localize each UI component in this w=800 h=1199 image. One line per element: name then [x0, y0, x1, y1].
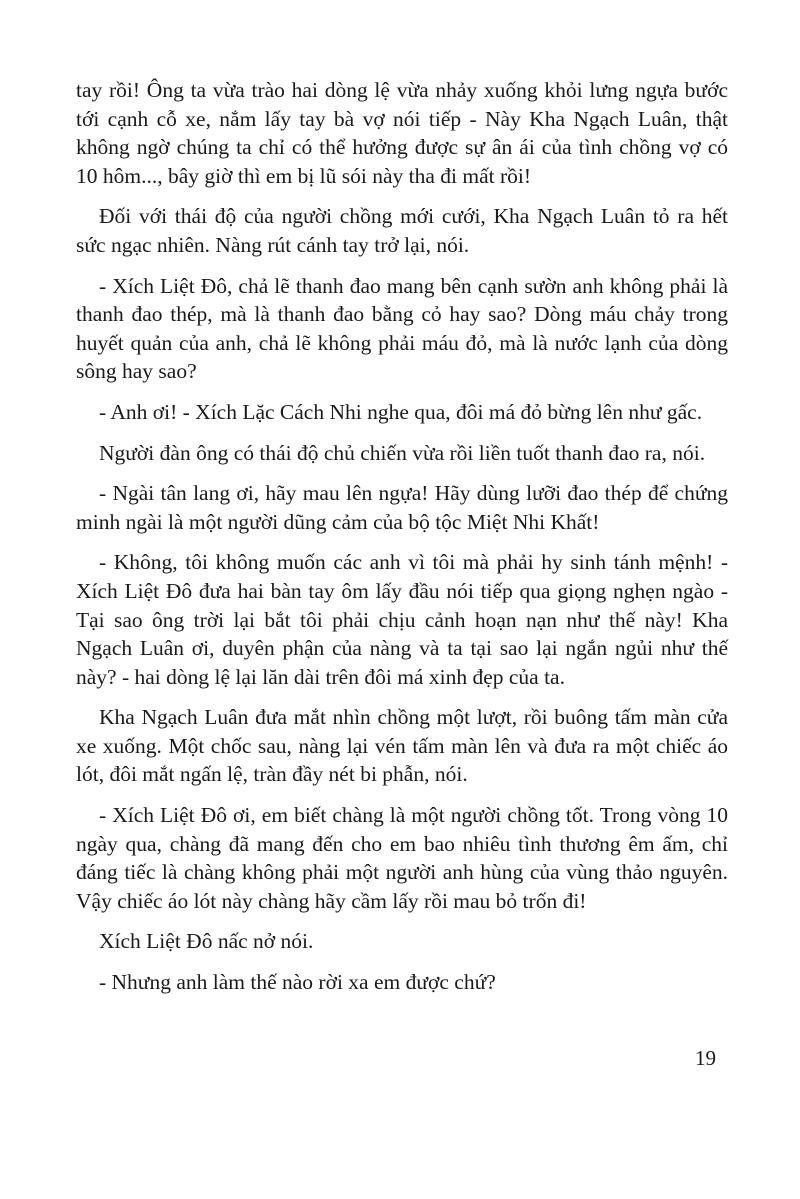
- paragraph-7: - Không, tôi không muốn các anh vì tôi mà phải hy sinh tánh mệnh! - Xích Liệt Đô đưa hai bàn tay ôm lấy đầu nói tiếp qua giọng nghẹn ngào - Tại sao ông trời lại bắt tôi phải chịu cảnh hoạn nạn như thế này! Kha Ngạch Luân ơi, duyên phận của nàng và ta tại sao lại ngắn ngủi như thế này? - hai dòng lệ lại lăn dài trên đôi má xinh đẹp của ta.: [76, 550, 728, 689]
- paragraph-4: - Anh ơi! - Xích Lặc Cách Nhi nghe qua, đôi má đỏ bừng lên như gấc.: [99, 399, 703, 424]
- paragraph-11: - Nhưng anh làm thế nào rời xa em được chứ?: [99, 970, 496, 995]
- paragraph-2: Đối với thái độ của người chồng mới cưới, Kha Ngạch Luân tỏ ra hết sức ngạc nhiên. Nàng rút cánh tay trở lại, nói.: [76, 204, 728, 257]
- paragraph-10: Xích Liệt Đô nấc nở nói.: [99, 929, 314, 954]
- page-number: 19: [695, 1046, 716, 1070]
- paragraph-8: Kha Ngạch Luân đưa mắt nhìn chồng một lượt, rồi buông tấm màn cửa xe xuống. Một chốc sau, nàng lại vén tấm màn lên và đưa ra một chiếc áo lót, đôi mắt ngấn lệ, tràn đầy nét bi phẫn, nói.: [76, 705, 728, 787]
- paragraph-1: tay rồi! Ông ta vừa trào hai dòng lệ vừa nhảy xuống khỏi lưng ngựa bước tới cạnh cỗ xe, nắm lấy tay bà vợ nói tiếp - Này Kha Ngạch Luân, thật không ngờ chúng ta chỉ có thể hưởng được sự ân ái của tình chồng vợ có 10 hôm..., bây giờ thì em bị lũ sói này tha đi mất rồi!: [76, 78, 728, 188]
- paragraph-3: - Xích Liệt Đô, chả lẽ thanh đao mang bên cạnh sườn anh không phải là thanh đao thép, mà là thanh đao bằng cỏ hay sao? Dòng máu chảy trong huyết quản của anh, chả lẽ không phải máu đỏ, mà là nước lạnh của dòng sông hay sao?: [76, 273, 728, 384]
- paragraph-6: - Ngài tân lang ơi, hãy mau lên ngựa! Hãy dùng lưỡi đao thép để chứng minh ngài là một người dũng cảm của bộ tộc Miệt Nhi Khất!: [76, 481, 728, 534]
- body-text: [76, 76, 728, 1009]
- paragraph-5: Người đàn ông có thái độ chủ chiến vừa rồi liền tuốt thanh đao ra, nói.: [99, 440, 706, 465]
- paragraph-9: - Xích Liệt Đô ơi, em biết chàng là một người chồng tốt. Trong vòng 10 ngày qua, chàng đã mang đến cho em bao nhiêu tình thương êm ấm, chỉ đáng tiếc là chàng không phải một người anh hùng của vùng thảo nguyên. Vậy chiếc áo lót này chàng hãy cầm lấy rồi mau bỏ trốn đi!: [76, 803, 728, 913]
